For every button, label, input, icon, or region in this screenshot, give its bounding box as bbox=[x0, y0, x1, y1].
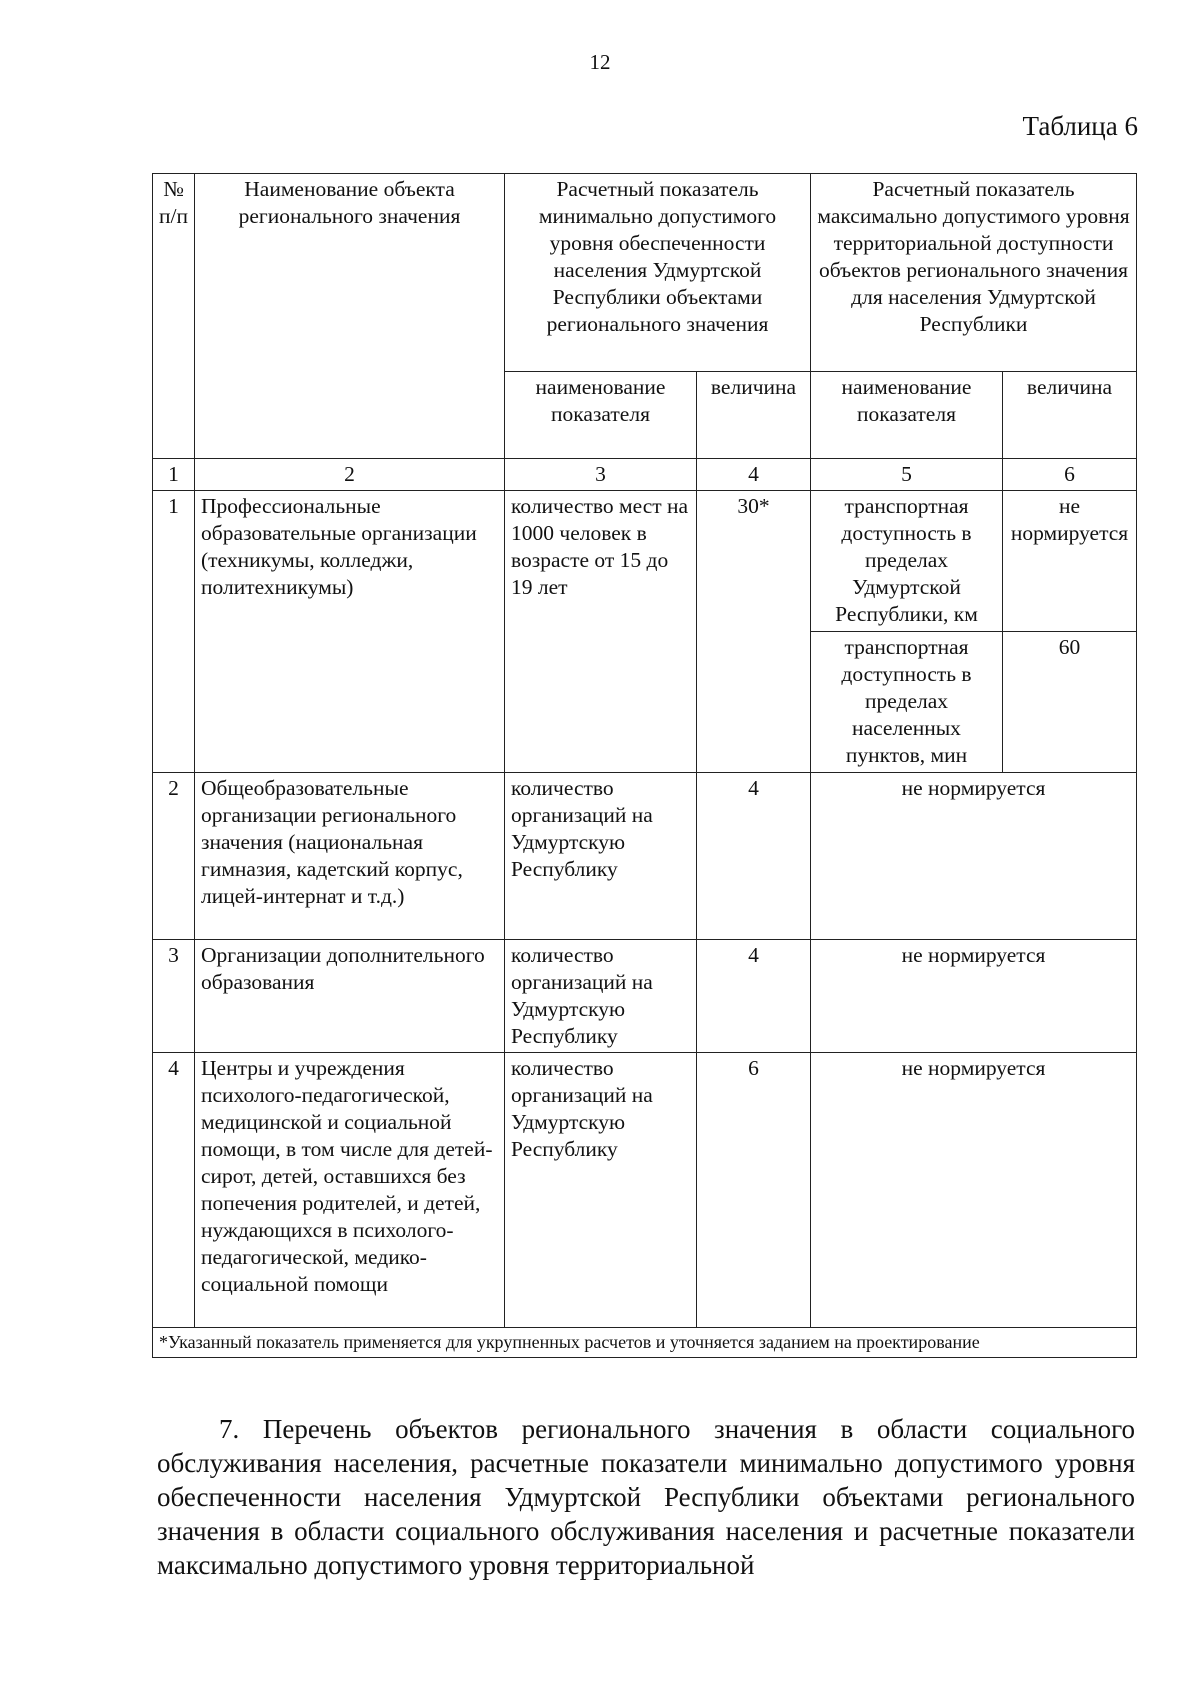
object-name: Общеобразовательные организации регионального значения (национальная гимназия, кадетский корпус, лицей-интернат и т.д.) bbox=[195, 773, 505, 940]
object-name: Профессиональные образовательные организации (техникумы, колледжи, политехникумы) bbox=[195, 491, 505, 773]
max-indicator-value: 60 bbox=[1003, 632, 1137, 773]
min-indicator-name: количество организаций на Удмуртскую Республику bbox=[505, 1053, 697, 1328]
page-number: 12 bbox=[589, 50, 611, 74]
max-indicator-value: не нормируется bbox=[1003, 491, 1137, 632]
max-indicator-merged: не нормируется bbox=[811, 1053, 1137, 1328]
min-indicator-name: количество организаций на Удмуртскую Республику bbox=[505, 773, 697, 940]
column-number: 5 bbox=[811, 459, 1003, 491]
table-caption: Таблица 6 bbox=[1022, 111, 1138, 141]
min-indicator-value: 6 bbox=[697, 1053, 811, 1328]
footnote-row bbox=[153, 1328, 1137, 1358]
header-min-level: Расчетный показатель минимально допустимого уровня обеспеченности населения Удмуртской Республики объектами регионального значения bbox=[505, 174, 811, 372]
subheader-min-name: наименование показателя bbox=[505, 372, 697, 459]
min-indicator-name: количество мест на 1000 человек в возрасте от 15 до 19 лет bbox=[505, 491, 697, 773]
table-row bbox=[153, 940, 1137, 1053]
column-number: 3 bbox=[505, 459, 697, 491]
header-row bbox=[153, 174, 1137, 372]
subheader-max-name: наименование показателя bbox=[811, 372, 1003, 459]
table-row bbox=[153, 773, 1137, 940]
subheader-min-value: величина bbox=[697, 372, 811, 459]
max-indicator-merged: не нормируется bbox=[811, 940, 1137, 1053]
min-indicator-name: количество организаций на Удмуртскую Республику bbox=[505, 940, 697, 1053]
max-indicator-name: транспортная доступность в пределах населенных пунктов, мин bbox=[811, 632, 1003, 773]
section-7-paragraph: 7. Перечень объектов регионального значения в области социального обслуживания населения, расчетные показатели минимально допустимого уровня обеспеченности населения Удмуртской Республики объектами регионального значения в области социального обслуживания населения и расчетные показатели максимально допустимого уровня территориальной bbox=[157, 1414, 1135, 1580]
max-indicator-name: транспортная доступность в пределах Удмуртской Республики, км bbox=[811, 491, 1003, 632]
header-index: № п/п bbox=[153, 174, 195, 459]
object-name: Центры и учреждения психолого-педагогической, медицинской и социальной помощи, в том числе для детей-сирот, детей, оставшихся без попечения родителей, и детей, нуждающихся в психолого-педагогической, медико-социальной помощи bbox=[195, 1053, 505, 1328]
row-index: 3 bbox=[153, 940, 195, 1053]
column-numbers-row bbox=[153, 459, 1137, 491]
column-number: 6 bbox=[1003, 459, 1137, 491]
table-footnote: *Указанный показатель применяется для укрупненных расчетов и уточняется заданием на проектирование bbox=[153, 1328, 1137, 1358]
row-index: 2 bbox=[153, 773, 195, 940]
header-object-name: Наименование объекта регионального значения bbox=[195, 174, 505, 459]
subheader-max-value: величина bbox=[1003, 372, 1137, 459]
row-index: 1 bbox=[153, 491, 195, 773]
column-number: 1 bbox=[153, 459, 195, 491]
table-row bbox=[153, 491, 1137, 632]
min-indicator-value: 30* bbox=[697, 491, 811, 773]
max-indicator-merged: не нормируется bbox=[811, 773, 1137, 940]
indicators-table bbox=[152, 173, 1137, 1358]
min-indicator-value: 4 bbox=[697, 940, 811, 1053]
column-number: 2 bbox=[195, 459, 505, 491]
min-indicator-value: 4 bbox=[697, 773, 811, 940]
row-index: 4 bbox=[153, 1053, 195, 1328]
table-row bbox=[153, 1053, 1137, 1328]
column-number: 4 bbox=[697, 459, 811, 491]
object-name: Организации дополнительного образования bbox=[195, 940, 505, 1053]
header-max-accessibility: Расчетный показатель максимально допустимого уровня территориальной доступности объектов регионального значения для населения Удмуртской Республики bbox=[811, 174, 1137, 372]
